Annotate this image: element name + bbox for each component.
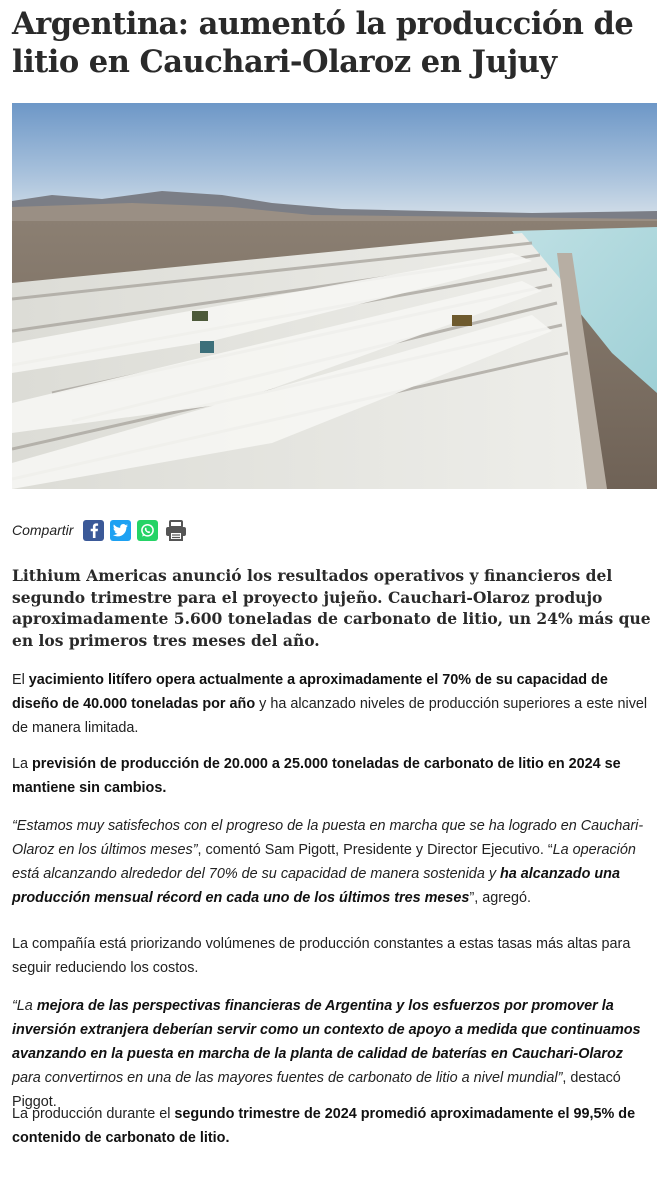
whatsapp-icon[interactable] — [137, 520, 158, 541]
article-lead: Lithium Americas anunció los resultados operativos y financieros del segundo trimestre para el proyecto jujeño. Cauchari-Olaroz produjo aproximadamente 5.600 toneladas de carbonato de litio, un 24% más que en los primeros tres meses del año. — [12, 566, 651, 650]
paragraph-4: La compañía está priorizando volúmenes de producción constantes a estas tasas más altas para seguir reduciendo los costos. — [12, 936, 631, 976]
article-title: Argentina: aumentó la producción de litio en Cauchari-Olaroz en Jujuy — [12, 6, 634, 80]
share-bar — [12, 517, 194, 543]
paragraph-1: El yacimiento litífero opera actualmente a aproximadamente el 70% de su capacidad de diseño de 40.000 toneladas por año y ha alcanzado niveles de producción superiores a este nivel de manera limitada. — [12, 672, 648, 736]
machine-3 — [200, 341, 214, 353]
print-icon[interactable] — [164, 520, 188, 541]
machine-1 — [192, 311, 208, 321]
paragraph-5-quote: “La mejora de las perspectivas financieras de Argentina y los esfuerzos por promover la inversión extranjera deberían servir como un contexto de apoyo a medida que continuamos avanzando en la puesta en marcha de la planta de calidad de baterías en Cauchari-Olaroz para convertirnos en una de las mayores fuentes de carbonato de litio a nivel mundial”, destacó Piggot. — [12, 998, 641, 1110]
paragraph-6: La producción durante el segundo trimestre de 2024 promedió aproximadamente el 99,5% de contenido de carbonato de litio. — [12, 1106, 636, 1146]
paragraph-2: La previsión de producción de 20.000 a 25.000 toneladas de carbonato de litio en 2024 se mantiene sin cambios. — [12, 756, 621, 796]
paragraph-3-quote: “Estamos muy satisfechos con el progreso de la puesta en marcha que se ha logrado en Cauchari-Olaroz en los últimos meses”, comentó Sam Pigott, Presidente y Director Ejecutivo. “La operación está alcanzando alrededor del 70% de su capacidad de manera sostenida y ha alcanzado una producción mensual récord en cada uno de los últimos tres meses”, agregó. — [12, 818, 644, 906]
hero-image — [12, 103, 657, 489]
machine-2 — [452, 315, 472, 326]
twitter-icon[interactable] — [110, 520, 131, 541]
facebook-icon[interactable] — [83, 520, 104, 541]
salt-flat-photo — [12, 103, 657, 489]
share-label: Compartir — [12, 522, 74, 538]
